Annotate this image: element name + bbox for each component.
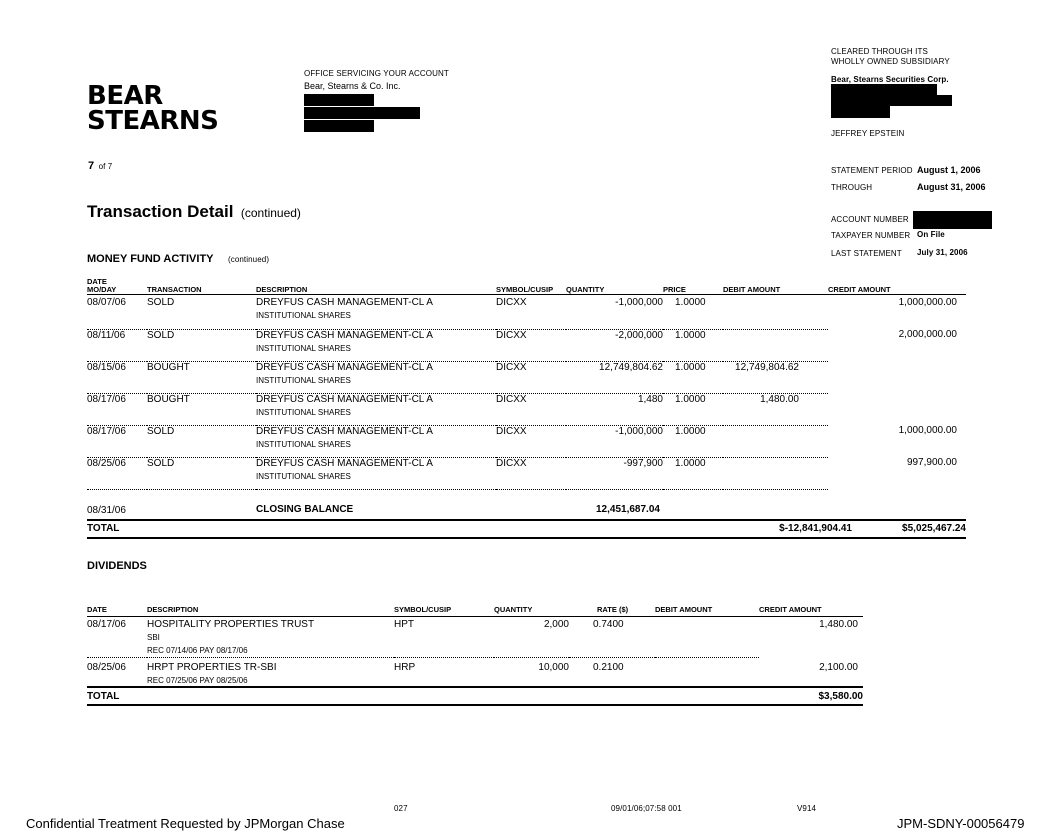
table-row [87,361,966,393]
redaction-block [831,84,937,95]
transaction-cell [147,329,256,361]
period-start: August 1, 2006 [917,165,981,175]
div-total-label: TOTAL [87,691,120,702]
transaction-cell [147,393,256,425]
debit-cell [723,329,828,361]
transaction-cell [147,361,256,393]
transaction-cell [147,457,256,489]
transaction-cell-text: SOLD [147,297,175,308]
transaction-cell-text: SOLD [147,425,175,437]
section-title-suffix: (continued) [240,206,301,220]
transaction-cell [147,425,256,457]
quantity-cell [566,457,663,489]
symbol-cell [496,393,566,425]
money-fund-suffix: (continued) [227,255,270,264]
bates-number: JPM-SDNY-00056479 [897,816,1025,831]
div-total-rule-top [87,686,863,688]
date-cell-text: 08/17/06 [87,393,126,405]
table-row [87,393,966,425]
description-subline: INSTITUTIONAL SHARES [256,311,351,320]
symbol-cell [496,425,566,457]
table-row [87,658,863,688]
footer-code-3: V914 [797,804,817,813]
date-cell-text: 08/25/06 [87,662,126,673]
description-cell [256,361,496,393]
debit-cell [723,297,828,329]
column-header: DESCRIPTION [256,284,308,294]
price-cell-text: 1.0000 [675,329,706,341]
cleared-line-1: CLEARED THROUGH ITS [831,47,928,56]
logo-line-1: BEAR [87,81,163,111]
credit-cell-text: 1,480.00 [819,619,858,630]
quantity-cell-text: 12,749,804.62 [599,361,663,373]
description-subline: INSTITUTIONAL SHARES [256,375,351,385]
column-header: CREDIT AMOUNT [828,284,891,294]
redaction-block [304,120,374,132]
column-header: DESCRIPTION [147,604,199,614]
description-subline: INSTITUTIONAL SHARES [256,407,351,417]
date-cell [87,329,147,361]
rate-cell-text: 0.7400 [593,619,624,630]
symbol-cell-text: HRP [394,662,416,673]
credit-cell [828,329,966,361]
credit-cell [759,619,863,658]
rate-cell-text: 0.2100 [593,662,624,673]
symbol-cell-text: DICXX [496,297,527,308]
table-row [87,619,863,658]
date-cell [87,658,147,688]
dividends-title: DIVIDENDS [87,560,147,572]
footer-code-2: 09/01/06;07:58 001 [611,804,682,813]
table-header-row [87,276,966,294]
account-label: ACCOUNT NUMBER [831,215,909,224]
last-statement-label: LAST STATEMENT [831,249,902,258]
symbol-cell [496,297,566,329]
quantity-cell [566,393,663,425]
symbol-cell-text: DICXX [496,457,527,469]
closing-label: CLOSING BALANCE [256,504,354,515]
date-cell-text: 08/25/06 [87,457,126,469]
cleared-line-2: WHOLLY OWNED SUBSIDIARY [831,57,950,66]
description-cell-text: DREYFUS CASH MANAGEMENT-CL A [256,457,433,469]
date-cell-text: 08/11/06 [87,329,126,341]
period-label: STATEMENT PERIOD [831,166,913,175]
date-cell [87,457,147,489]
quantity-cell [494,658,569,688]
div-total-rule-bottom [87,704,863,706]
total-credit: $5,025,467.24 [902,523,966,534]
money-fund-heading [87,249,269,267]
symbol-cell-text: DICXX [496,361,527,373]
price-cell [663,457,723,489]
column-header: DEBIT AMOUNT [655,604,713,614]
price-cell-text: 1.0000 [675,425,706,437]
redaction-block [831,95,952,106]
through-label: THROUGH [831,183,873,192]
taxpayer-label: TAXPAYER NUMBER [831,231,911,240]
price-cell [663,425,723,457]
quantity-cell [566,425,663,457]
symbol-cell-text: DICXX [496,329,527,341]
description-cell-text: HRPT PROPERTIES TR-SBI [147,662,277,673]
symbol-cell-text: DICXX [496,393,527,405]
date-cell-text: 08/17/06 [87,425,126,437]
total-label: TOTAL [87,523,120,534]
quantity-cell-text: -997,900 [623,457,663,469]
description-cell [147,658,394,688]
date-cell-text: 08/15/06 [87,361,126,373]
column-header: TRANSACTION [147,284,202,294]
description-subline: REC 07/14/06 PAY 08/17/06 [147,646,248,655]
price-cell-text: 1.0000 [675,393,706,405]
description-cell [147,619,394,658]
debit-cell [655,658,759,688]
description-cell-text: DREYFUS CASH MANAGEMENT-CL A [256,393,433,405]
price-cell-text: 1.0000 [675,297,706,308]
price-cell [663,329,723,361]
column-header: DEBIT AMOUNT [723,284,781,294]
transaction-cell-text: BOUGHT [147,361,190,373]
quantity-cell [566,329,663,361]
redaction-block [304,107,420,119]
symbol-cell-text: DICXX [496,425,527,437]
table-row [87,457,966,489]
credit-cell [828,425,966,457]
description-subline: INSTITUTIONAL SHARES [256,439,351,449]
column-header: DATE [87,604,107,614]
total-rule-top [87,519,966,521]
table-row [87,297,966,329]
description-cell-text: DREYFUS CASH MANAGEMENT-CL A [256,329,433,341]
price-cell [663,361,723,393]
credit-cell-text: 997,900.00 [906,457,957,468]
cleared-name: Bear, Stearns Securities Corp. [831,75,949,84]
date-cell [87,393,147,425]
date-cell [87,297,147,329]
office-name: Bear, Stearns & Co. Inc. [304,81,401,91]
table-header-row [87,598,863,616]
quantity-cell-text: 10,000 [538,662,569,673]
quantity-cell-text: 1,480 [637,393,663,405]
debit-cell [723,393,828,425]
taxpayer-value: On File [917,230,945,239]
description-cell-text: DREYFUS CASH MANAGEMENT-CL A [256,425,433,437]
credit-cell [828,361,966,393]
redaction-block [831,106,890,118]
table-row [87,425,966,457]
quantity-cell-text: -2,000,000 [615,329,663,341]
credit-cell-text: 1,000,000.00 [898,425,957,436]
date-cell [87,619,147,658]
debit-cell-text: 12,749,804.62 [735,361,799,373]
price-cell [663,393,723,425]
date-cell [87,361,147,393]
period-end: August 31, 2006 [917,182,986,192]
column-header: CREDIT AMOUNT [759,604,822,614]
debit-cell [655,619,759,658]
confidential-notice: Confidential Treatment Requested by JPMorgan Chase [26,816,345,831]
redaction-block [304,94,374,106]
section-title [87,202,301,222]
description-cell [256,393,496,425]
debit-cell-text: 1,480.00 [760,393,799,405]
quantity-cell [494,619,569,658]
description-cell-text: HOSPITALITY PROPERTIES TRUST [147,619,315,630]
description-cell-text: DREYFUS CASH MANAGEMENT-CL A [256,361,433,373]
symbol-cell [496,361,566,393]
credit-cell-text: 1,000,000.00 [898,297,957,308]
date-cell [87,425,147,457]
client-name: JEFFREY EPSTEIN [831,129,905,138]
total-rule-bottom [87,537,966,539]
div-total-credit: $3,580.00 [818,691,863,702]
description-cell [256,297,496,329]
bear-stearns-logo [87,81,219,136]
column-header: SYMBOL/CUSIP [394,604,452,614]
transaction-cell [147,297,256,329]
description-subline: INSTITUTIONAL SHARES [256,343,351,353]
column-header: PRICE [663,284,686,294]
table-row [87,329,966,361]
quantity-cell-text: -1,000,000 [615,425,663,437]
page-number: 7 [88,160,95,172]
symbol-cell-text: HPT [394,619,414,630]
price-cell [663,297,723,329]
debit-cell [723,425,828,457]
closing-value: 12,451,687.04 [596,504,660,515]
office-label: OFFICE SERVICING YOUR ACCOUNT [304,69,449,78]
description-cell-text: DREYFUS CASH MANAGEMENT-CL A [256,297,433,308]
debit-cell [723,457,828,489]
rate-cell [569,619,655,658]
price-cell-text: 1.0000 [675,361,706,373]
description-subline: REC 07/25/06 PAY 08/25/06 [147,676,248,685]
column-header: QUANTITY [494,604,533,614]
description-cell [256,329,496,361]
description-cell [256,425,496,457]
symbol-cell [394,658,494,688]
symbol-cell [394,619,494,658]
column-header: SYMBOL/CUSIP [496,284,554,294]
quantity-cell [566,361,663,393]
credit-cell [759,658,863,688]
credit-cell-text: 2,000,000.00 [898,329,957,340]
symbol-cell [496,329,566,361]
credit-cell [828,457,966,489]
credit-cell [828,297,966,329]
dividends-table [87,598,863,687]
last-statement-value: July 31, 2006 [917,248,968,257]
transaction-cell-text: SOLD [147,457,175,469]
date-cell-text: 08/07/06 [87,297,126,308]
credit-cell [828,393,966,425]
redaction-block [913,211,992,229]
description-cell [256,457,496,489]
column-header: QUANTITY [566,284,605,294]
column-header: RATE ($) [597,604,629,614]
debit-cell [723,361,828,393]
price-cell-text: 1.0000 [675,457,706,469]
footer-code-1: 027 [394,804,408,813]
quantity-cell-text: -1,000,000 [615,297,663,308]
money-fund-table [87,276,966,490]
column-header: DATE MO/DAY [87,276,117,294]
transaction-cell-text: SOLD [147,329,175,341]
logo-line-2: STEARNS [87,106,219,136]
page-indicator [88,156,112,174]
closing-date: 08/31/06 [87,505,126,516]
rate-cell [569,658,655,688]
total-debit: $-12,841,904.41 [779,523,852,534]
credit-cell-text: 2,100.00 [819,661,858,673]
description-subline: INSTITUTIONAL SHARES [256,471,351,481]
section-title-text: Transaction Detail [87,202,234,221]
page-of: of 7 [98,162,113,171]
date-cell-text: 08/17/06 [87,619,126,630]
money-fund-title: MONEY FUND ACTIVITY [87,253,214,265]
symbol-cell [496,457,566,489]
transaction-cell-text: BOUGHT [147,393,190,405]
quantity-cell-text: 2,000 [543,619,569,630]
quantity-cell [566,297,663,329]
description-subline: SBI [147,633,160,642]
